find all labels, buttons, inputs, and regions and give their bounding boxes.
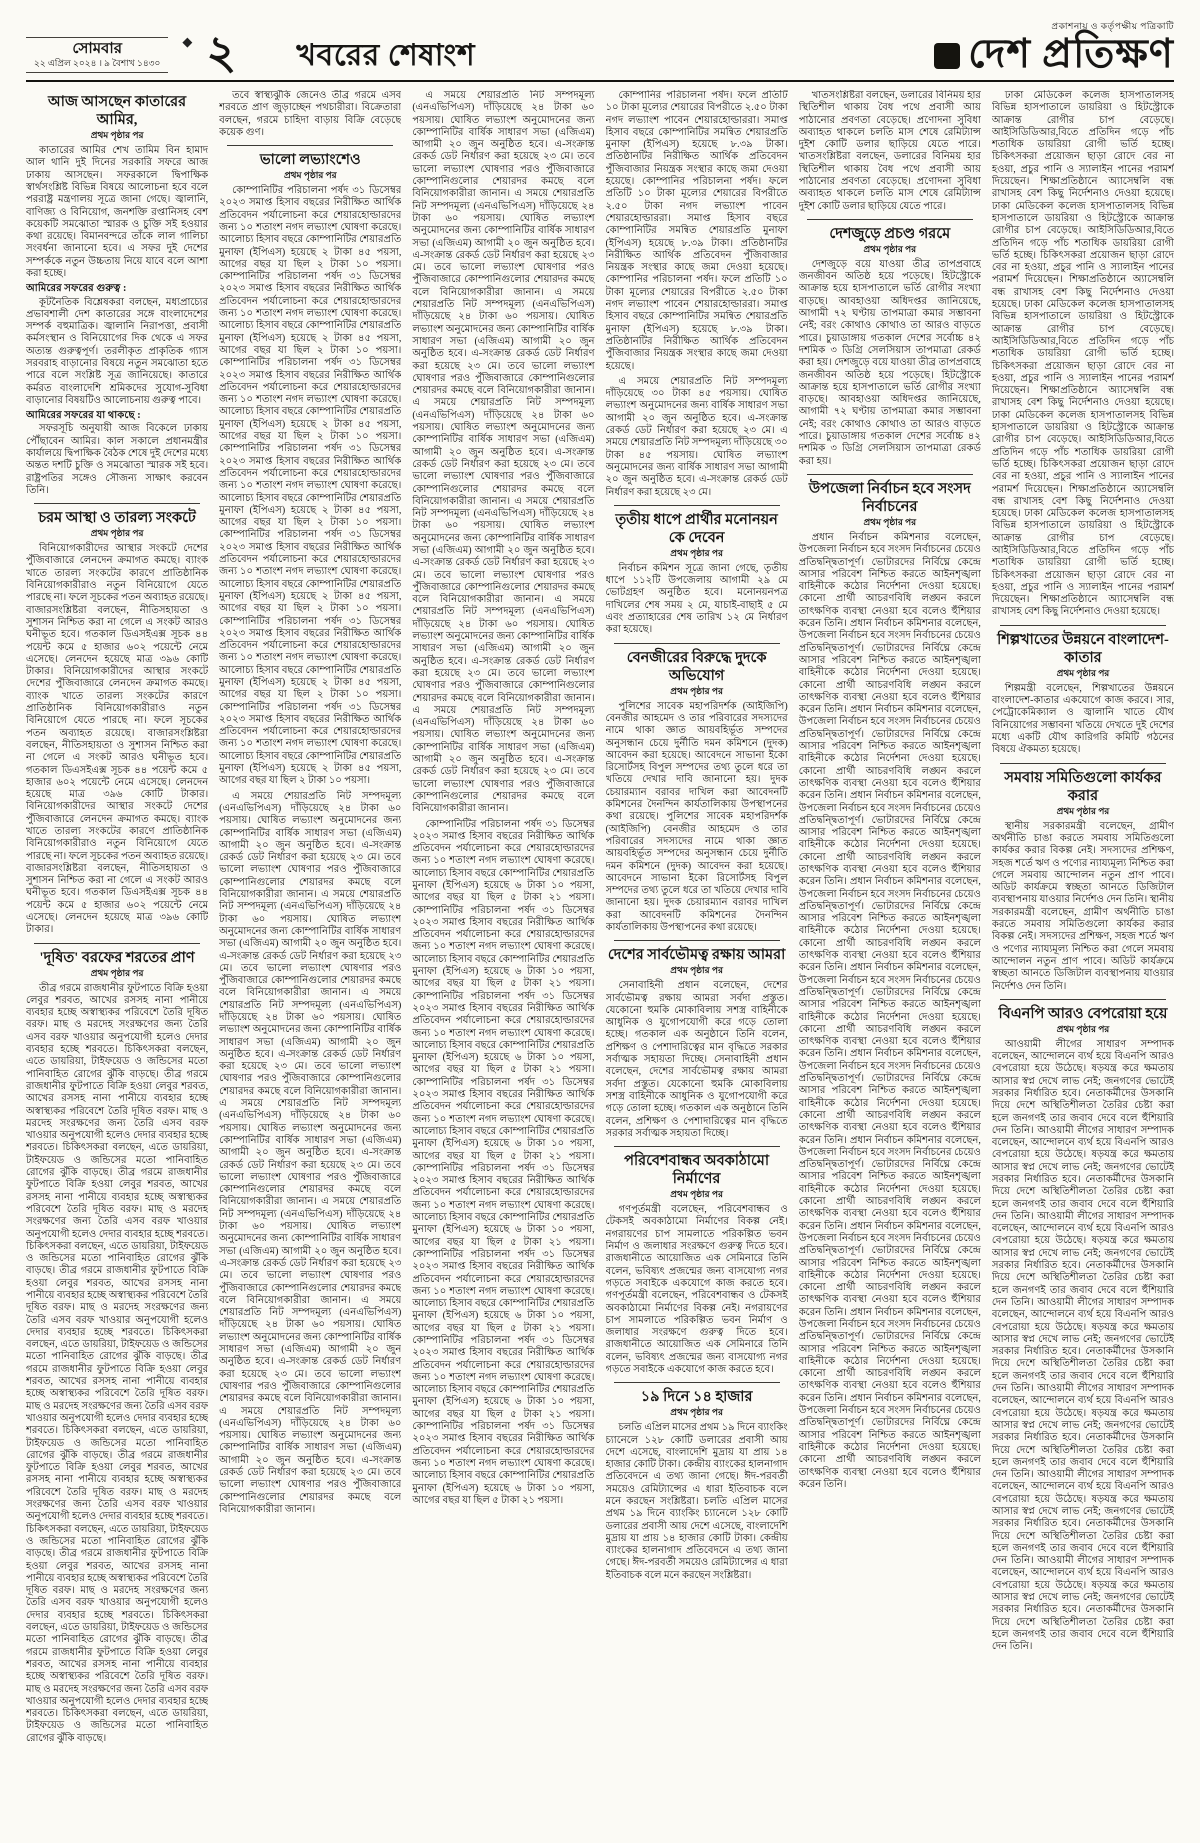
article-body: সফরসূচি অনুযায়ী আজ বিকেলে ঢাকায় পৌঁছাবেন আমির। কাল সকালে প্রধানমন্ত্রীর কার্যালয়ে দ্বিপাক্ষিক বৈঠক শেষে দুই দেশের মধ্যে অন্তত দশটি চুক্তি ও সমঝোতা স্মারক সই হবে। রাষ্ট্রপতির সঙ্গেও সৌজন্য সাক্ষাৎ করবেন তিনি। — [26, 423, 209, 496]
column-5 — [799, 90, 981, 1816]
article-divider — [807, 474, 973, 475]
article-body: তীব্র গরমে রাজধানীর ফুটপাতে বিক্রি হওয়া লেবুর শরবত, আখের রসসহ নানা পানীয়ে ব্যবহার হচ্ছে অস্বাস্থ্যকর পরিবেশে তৈরি দূষিত বরফ। মাছ ও মরদেহ সংরক্ষণের জন্য তৈরি এসব বরফ খাওয়ার অনুপযোগী হলেও দেদার ব্যবহার হচ্ছে শরবতে। চিকিৎসকরা বলছেন, এতে ডায়রিয়া, টাইফয়েড ও জন্ডিসের মতো পানিবাহিত রোগের ঝুঁকি বাড়ছে। তীব্র গরমে রাজধানীর ফুটপাতে বিক্রি হওয়া লেবুর শরবত, আখের রসসহ নানা পানীয়ে ব্যবহার হচ্ছে অস্বাস্থ্যকর পরিবেশে তৈরি দূষিত বরফ। মাছ ও মরদেহ সংরক্ষণের জন্য তৈরি এসব বরফ খাওয়ার অনুপযোগী হলেও দেদার ব্যবহার হচ্ছে শরবতে। চিকিৎসকরা বলছেন, এতে ডায়রিয়া, টাইফয়েড ও জন্ডিসের মতো পানিবাহিত রোগের ঝুঁকি বাড়ছে। তীব্র গরমে রাজধানীর ফুটপাতে বিক্রি হওয়া লেবুর শরবত, আখের রসসহ নানা পানীয়ে ব্যবহার হচ্ছে অস্বাস্থ্যকর পরিবেশে তৈরি দূষিত বরফ। মাছ ও মরদেহ সংরক্ষণের জন্য তৈরি এসব বরফ খাওয়ার অনুপযোগী হলেও দেদার ব্যবহার হচ্ছে শরবতে। চিকিৎসকরা বলছেন, এতে ডায়রিয়া, টাইফয়েড ও জন্ডিসের মতো পানিবাহিত রোগের ঝুঁকি বাড়ছে। তীব্র গরমে রাজধানীর ফুটপাতে বিক্রি হওয়া লেবুর শরবত, আখের রসসহ নানা পানীয়ে ব্যবহার হচ্ছে অস্বাস্থ্যকর পরিবেশে তৈরি দূষিত বরফ। মাছ ও মরদেহ সংরক্ষণের জন্য তৈরি এসব বরফ খাওয়ার অনুপযোগী হলেও দেদার ব্যবহার হচ্ছে শরবতে। চিকিৎসকরা বলছেন, এতে ডায়রিয়া, টাইফয়েড ও জন্ডিসের মতো পানিবাহিত রোগের ঝুঁকি বাড়ছে। তীব্র গরমে রাজধানীর ফুটপাতে বিক্রি হওয়া লেবুর শরবত, আখের রসসহ নানা পানীয়ে ব্যবহার হচ্ছে অস্বাস্থ্যকর পরিবেশে তৈরি দূষিত বরফ। মাছ ও মরদেহ সংরক্ষণের জন্য তৈরি এসব বরফ খাওয়ার অনুপযোগী হলেও দেদার ব্যবহার হচ্ছে শরবতে। চিকিৎসকরা বলছেন, এতে ডায়রিয়া, টাইফয়েড ও জন্ডিসের মতো পানিবাহিত রোগের ঝুঁকি বাড়ছে। তীব্র গরমে রাজধানীর ফুটপাতে বিক্রি হওয়া লেবুর শরবত, আখের রসসহ নানা পানীয়ে ব্যবহার হচ্ছে অস্বাস্থ্যকর পরিবেশে তৈরি দূষিত বরফ। মাছ ও মরদেহ সংরক্ষণের জন্য তৈরি এসব বরফ খাওয়ার অনুপযোগী হলেও দেদার ব্যবহার হচ্ছে শরবতে। চিকিৎসকরা বলছেন, এতে ডায়রিয়া, টাইফয়েড ও জন্ডিসের মতো পানিবাহিত রোগের ঝুঁকি বাড়ছে। তীব্র গরমে রাজধানীর ফুটপাতে বিক্রি হওয়া লেবুর শরবত, আখের রসসহ নানা পানীয়ে ব্যবহার হচ্ছে অস্বাস্থ্যকর পরিবেশে তৈরি দূষিত বরফ। মাছ ও মরদেহ সংরক্ষণের জন্য তৈরি এসব বরফ খাওয়ার অনুপযোগী হলেও দেদার ব্যবহার হচ্ছে শরবতে। চিকিৎসকরা বলছেন, এতে ডায়রিয়া, টাইফয়েড ও জন্ডিসের মতো পানিবাহিত রোগের ঝুঁকি বাড়ছে। তীব্র গরমে রাজধানীর ফুটপাতে বিক্রি হওয়া লেবুর শরবত, আখের রসসহ নানা পানীয়ে ব্যবহার হচ্ছে অস্বাস্থ্যকর পরিবেশে তৈরি দূষিত বরফ। মাছ ও মরদেহ সংরক্ষণের জন্য তৈরি এসব বরফ খাওয়ার অনুপযোগী হলেও দেদার ব্যবহার হচ্ছে শরবতে। চিকিৎসকরা বলছেন, এতে ডায়রিয়া, টাইফয়েড ও জন্ডিসের মতো পানিবাহিত রোগের ঝুঁকি বাড়ছে। — [26, 982, 209, 1744]
article-body: এ সময়ে শেয়ারপ্রতি নিট সম্পদমূল্য দাঁড়িয়েছে ৩০ টাকা ৪৫ পয়সায়। ঘোষিত লভ্যাংশ অনুমোদনের জন্য বার্ষিক সাধারণ সভা আগামী ২০ জুন অনুষ্ঠিত হবে। এ-সংক্রান্ত রেকর্ড ডেট নির্ধারণ করা হয়েছে ২৩ মে। এ সময়ে শেয়ারপ্রতি নিট সম্পদমূল্য দাঁড়িয়েছে ৩০ টাকা ৪৫ পয়সায়। ঘোষিত লভ্যাংশ অনুমোদনের জন্য বার্ষিক সাধারণ সভা আগামী ২০ জুন অনুষ্ঠিত হবে। এ-সংক্রান্ত রেকর্ড ডেট নির্ধারণ করা হয়েছে ২৩ মে। — [605, 375, 788, 498]
article-subhead: আমিরের সফরের যা থাকছে : — [26, 410, 141, 422]
article-headline: চরম আস্থা ও তারল্য সংকটে — [38, 510, 196, 527]
masthead-tagline: প্রকাশনায় ও কর্তৃপক্ষীয় পত্রিকাটি — [1051, 21, 1174, 31]
article-headline: উপজেলা নির্বাচন হবে সংসদ নির্বাচনের — [808, 480, 971, 516]
masthead-title: দেশ প্রতিক্ষণ — [968, 31, 1174, 76]
continued-from-label: প্রথম পৃষ্ঠার পর — [670, 1189, 723, 1200]
article-body: তবে স্বাস্থ্যঝুঁকি জেনেও তীব্র গরমে এসব শরবতে প্রাণ জুড়াচ্ছেন পথচারীরা। বিক্রেতারা বলছেন, গরমে চাহিদা বাড়ায় বিক্রি বেড়েছে কয়েক গুণ। — [219, 90, 402, 138]
column-6 — [992, 90, 1174, 1816]
article-headline: সমবায় সমিতিগুলো কার্যকর করার — [1004, 769, 1162, 804]
continued-from-label: প্রথম পৃষ্ঠার পর — [1056, 805, 1110, 816]
date-block — [26, 37, 168, 73]
article-body: সেনাবাহিনী প্রধান বলেছেন, দেশের সার্বভৌমত্ব রক্ষায় আমরা সর্বদা প্রস্তুত। যেকোনো হুমকি মোকাবিলায় সশস্ত্র বাহিনীকে আধুনিক ও যুগোপযোগী করে গড়ে তোলা হচ্ছে। গতকাল এক অনুষ্ঠানে তিনি বলেন, প্রশিক্ষণ ও পেশাদারিত্বের মান বৃদ্ধিতে সরকার সর্বাত্মক সহায়তা দিচ্ছে। সেনাবাহিনী প্রধান বলেছেন, দেশের সার্বভৌমত্ব রক্ষায় আমরা সর্বদা প্রস্তুত। যেকোনো হুমকি মোকাবিলায় সশস্ত্র বাহিনীকে আধুনিক ও যুগোপযোগী করে গড়ে তোলা হচ্ছে। গতকাল এক অনুষ্ঠানে তিনি বলেন, প্রশিক্ষণ ও পেশাদারিত্বের মান বৃদ্ধিতে সরকার সর্বাত্মক সহায়তা দিচ্ছে। — [605, 980, 788, 1139]
article-headline: ১৯ দিনে ১৪ হাজার — [640, 1389, 753, 1406]
article-body: দেশজুড়ে বয়ে যাওয়া তীব্র তাপপ্রবাহে জনজীবন অতিষ্ঠ হয়ে পড়েছে। হিটস্ট্রোকে আক্রান্ত হয়ে হাসপাতালে ভর্তি রোগীর সংখ্যা বাড়ছে। আবহাওয়া অধিদপ্তর জানিয়েছে, আগামী ৭২ ঘণ্টায় তাপমাত্রা কমার সম্ভাবনা নেই; বরং কোথাও কোথাও তা আরও বাড়তে পারে। চুয়াডাঙ্গায় গতকাল দেশের সর্বোচ্চ ৪২ দশমিক ৩ ডিগ্রি সেলসিয়াস তাপমাত্রা রেকর্ড করা হয়। দেশজুড়ে বয়ে যাওয়া তীব্র তাপপ্রবাহে জনজীবন অতিষ্ঠ হয়ে পড়েছে। হিটস্ট্রোকে আক্রান্ত হয়ে হাসপাতালে ভর্তি রোগীর সংখ্যা বাড়ছে। আবহাওয়া অধিদপ্তর জানিয়েছে, আগামী ৭২ ঘণ্টায় তাপমাত্রা কমার সম্ভাবনা নেই; বরং কোথাও কোথাও তা আরও বাড়তে পারে। চুয়াডাঙ্গায় গতকাল দেশের সর্বোচ্চ ৪২ দশমিক ৩ ডিগ্রি সেলসিয়াস তাপমাত্রা রেকর্ড করা হয়। — [798, 258, 981, 467]
article-body: ঢাকা মেডিকেল কলেজ হাসপাতালসহ বিভিন্ন হাসপাতালে ডায়রিয়া ও হিটস্ট্রোকে আক্রান্ত রোগীর চাপ বেড়েছে। আইসিডিডিআর,বিতে প্রতিদিন গড়ে পাঁচ শতাধিক ডায়রিয়া রোগী ভর্তি হচ্ছে। চিকিৎসকরা প্রয়োজন ছাড়া রোদে বের না হওয়া, প্রচুর পানি ও স্যালাইন পানের পরামর্শ দিয়েছেন। শিক্ষাপ্রতিষ্ঠানে অ্যাসেম্বলি বন্ধ রাখাসহ বেশ কিছু নির্দেশনাও দেওয়া হয়েছে। ঢাকা মেডিকেল কলেজ হাসপাতালসহ বিভিন্ন হাসপাতালে ডায়রিয়া ও হিটস্ট্রোকে আক্রান্ত রোগীর চাপ বেড়েছে। আইসিডিডিআর,বিতে প্রতিদিন গড়ে পাঁচ শতাধিক ডায়রিয়া রোগী ভর্তি হচ্ছে। চিকিৎসকরা প্রয়োজন ছাড়া রোদে বের না হওয়া, প্রচুর পানি ও স্যালাইন পানের পরামর্শ দিয়েছেন। শিক্ষাপ্রতিষ্ঠানে অ্যাসেম্বলি বন্ধ রাখাসহ বেশ কিছু নির্দেশনাও দেওয়া হয়েছে। ঢাকা মেডিকেল কলেজ হাসপাতালসহ বিভিন্ন হাসপাতালে ডায়রিয়া ও হিটস্ট্রোকে আক্রান্ত রোগীর চাপ বেড়েছে। আইসিডিডিআর,বিতে প্রতিদিন গড়ে পাঁচ শতাধিক ডায়রিয়া রোগী ভর্তি হচ্ছে। চিকিৎসকরা প্রয়োজন ছাড়া রোদে বের না হওয়া, প্রচুর পানি ও স্যালাইন পানের পরামর্শ দিয়েছেন। শিক্ষাপ্রতিষ্ঠানে অ্যাসেম্বলি বন্ধ রাখাসহ বেশ কিছু নির্দেশনাও দেওয়া হয়েছে। ঢাকা মেডিকেল কলেজ হাসপাতালসহ বিভিন্ন হাসপাতালে ডায়রিয়া ও হিটস্ট্রোকে আক্রান্ত রোগীর চাপ বেড়েছে। আইসিডিডিআর,বিতে প্রতিদিন গড়ে পাঁচ শতাধিক ডায়রিয়া রোগী ভর্তি হচ্ছে। চিকিৎসকরা প্রয়োজন ছাড়া রোদে বের না হওয়া, প্রচুর পানি ও স্যালাইন পানের পরামর্শ দিয়েছেন। শিক্ষাপ্রতিষ্ঠানে অ্যাসেম্বলি বন্ধ রাখাসহ বেশ কিছু নির্দেশনাও দেওয়া হয়েছে। ঢাকা মেডিকেল কলেজ হাসপাতালসহ বিভিন্ন হাসপাতালে ডায়রিয়া ও হিটস্ট্রোকে আক্রান্ত রোগীর চাপ বেড়েছে। আইসিডিডিআর,বিতে প্রতিদিন গড়ে পাঁচ শতাধিক ডায়রিয়া রোগী ভর্তি হচ্ছে। চিকিৎসকরা প্রয়োজন ছাড়া রোদে বের না হওয়া, প্রচুর পানি ও স্যালাইন পানের পরামর্শ দিয়েছেন। শিক্ষাপ্রতিষ্ঠানে অ্যাসেম্বলি বন্ধ রাখাসহ বেশ কিছু নির্দেশনাও দেওয়া হয়েছে। — [991, 90, 1174, 618]
article-headline: শিল্পখাতের উন্নয়নে বাংলাদেশ-কাতার — [997, 631, 1169, 666]
article-divider — [1000, 763, 1166, 764]
article-divider — [1000, 999, 1166, 1000]
article-body: কোম্পানিটির পরিচালনা পর্ষদ ৩১ ডিসেম্বর ২০২৩ সমাপ্ত হিসাব বছরের নিরীক্ষিত আর্থিক প্রতিবেদন পর্যালোচনা করে শেয়ারহোল্ডারদের জন্য ১০ শতাংশ নগদ লভ্যাংশ ঘোষণা করেছে। আলোচ্য হিসাব বছরে কোম্পানিটির শেয়ারপ্রতি মুনাফা (ইপিএস) হয়েছে ২ টাকা ৪৫ পয়সা, আগের বছর যা ছিল ২ টাকা ১০ পয়সা। কোম্পানিটির পরিচালনা পর্ষদ ৩১ ডিসেম্বর ২০২৩ সমাপ্ত হিসাব বছরের নিরীক্ষিত আর্থিক প্রতিবেদন পর্যালোচনা করে শেয়ারহোল্ডারদের জন্য ১০ শতাংশ নগদ লভ্যাংশ ঘোষণা করেছে। আলোচ্য হিসাব বছরে কোম্পানিটির শেয়ারপ্রতি মুনাফা (ইপিএস) হয়েছে ২ টাকা ৪৫ পয়সা, আগের বছর যা ছিল ২ টাকা ১০ পয়সা। কোম্পানিটির পরিচালনা পর্ষদ ৩১ ডিসেম্বর ২০২৩ সমাপ্ত হিসাব বছরের নিরীক্ষিত আর্থিক প্রতিবেদন পর্যালোচনা করে শেয়ারহোল্ডারদের জন্য ১০ শতাংশ নগদ লভ্যাংশ ঘোষণা করেছে। আলোচ্য হিসাব বছরে কোম্পানিটির শেয়ারপ্রতি মুনাফা (ইপিএস) হয়েছে ২ টাকা ৪৫ পয়সা, আগের বছর যা ছিল ২ টাকা ১০ পয়সা। কোম্পানিটির পরিচালনা পর্ষদ ৩১ ডিসেম্বর ২০২৩ সমাপ্ত হিসাব বছরের নিরীক্ষিত আর্থিক প্রতিবেদন পর্যালোচনা করে শেয়ারহোল্ডারদের জন্য ১০ শতাংশ নগদ লভ্যাংশ ঘোষণা করেছে। আলোচ্য হিসাব বছরে কোম্পানিটির শেয়ারপ্রতি মুনাফা (ইপিএস) হয়েছে ২ টাকা ৪৫ পয়সা, আগের বছর যা ছিল ২ টাকা ১০ পয়সা। কোম্পানিটির পরিচালনা পর্ষদ ৩১ ডিসেম্বর ২০২৩ সমাপ্ত হিসাব বছরের নিরীক্ষিত আর্থিক প্রতিবেদন পর্যালোচনা করে শেয়ারহোল্ডারদের জন্য ১০ শতাংশ নগদ লভ্যাংশ ঘোষণা করেছে। আলোচ্য হিসাব বছরে কোম্পানিটির শেয়ারপ্রতি মুনাফা (ইপিএস) হয়েছে ২ টাকা ৪৫ পয়সা, আগের বছর যা ছিল ২ টাকা ১০ পয়সা। কোম্পানিটির পরিচালনা পর্ষদ ৩১ ডিসেম্বর ২০২৩ সমাপ্ত হিসাব বছরের নিরীক্ষিত আর্থিক প্রতিবেদন পর্যালোচনা করে শেয়ারহোল্ডারদের জন্য ১০ শতাংশ নগদ লভ্যাংশ ঘোষণা করেছে। আলোচ্য হিসাব বছরে কোম্পানিটির শেয়ারপ্রতি মুনাফা (ইপিএস) হয়েছে ২ টাকা ৪৫ পয়সা, আগের বছর যা ছিল ২ টাকা ১০ পয়সা। কোম্পানিটির পরিচালনা পর্ষদ ৩১ ডিসেম্বর ২০২৩ সমাপ্ত হিসাব বছরের নিরীক্ষিত আর্থিক প্রতিবেদন পর্যালোচনা করে শেয়ারহোল্ডারদের জন্য ১০ শতাংশ নগদ লভ্যাংশ ঘোষণা করেছে। আলোচ্য হিসাব বছরে কোম্পানিটির শেয়ারপ্রতি মুনাফা (ইপিএস) হয়েছে ২ টাকা ৪৫ পয়সা, আগের বছর যা ছিল ২ টাকা ১০ পয়সা। — [219, 185, 402, 787]
article-body: স্থানীয় সরকারমন্ত্রী বলেছেন, গ্রামীণ অর্থনীতি চাঙা করতে সমবায় সমিতিগুলো কার্যকর করার বিকল্প নেই। সদস্যদের প্রশিক্ষণ, সহজ শর্তে ঋণ ও পণ্যের ন্যায্যমূল্য নিশ্চিত করা গেলে সমবায় আন্দোলন নতুন প্রাণ পাবে। অডিট কার্যক্রমে স্বচ্ছতা আনতে ডিজিটাল ব্যবস্থাপনায় যাওয়ার নির্দেশও দেন তিনি। স্থানীয় সরকারমন্ত্রী বলেছেন, গ্রামীণ অর্থনীতি চাঙা করতে সমবায় সমিতিগুলো কার্যকর করার বিকল্প নেই। সদস্যদের প্রশিক্ষণ, সহজ শর্তে ঋণ ও পণ্যের ন্যায্যমূল্য নিশ্চিত করা গেলে সমবায় আন্দোলন নতুন প্রাণ পাবে। অডিট কার্যক্রমে স্বচ্ছতা আনতে ডিজিটাল ব্যবস্থাপনায় যাওয়ার নির্দেশও দেন তিনি। — [991, 820, 1174, 992]
article-subhead: আমিরের সফরের গুরুত্ব : — [26, 283, 127, 295]
article-body: পুলিশের সাবেক মহাপরিদর্শক (আইজিপি) বেনজীর আহমেদ ও তার পরিবারের সদস্যদের নামে থাকা জ্ঞাত আয়বহির্ভূত সম্পদের অনুসন্ধান চেয়ে দুর্নীতি দমন কমিশনে (দুদক) আবেদন করা হয়েছে। আবেদনে সাভানা ইকো রিসোর্টসহ বিপুল সম্পদের তথ্য তুলে ধরে তা খতিয়ে দেখার দাবি জানানো হয়। দুদক চেয়ারম্যান বরাবর দাখিল করা আবেদনটি কমিশনের দৈনন্দিন কার্যতালিকায় উপস্থাপনের কথা রয়েছে। পুলিশের সাবেক মহাপরিদর্শক (আইজিপি) বেনজীর আহমেদ ও তার পরিবারের সদস্যদের নামে থাকা জ্ঞাত আয়বহির্ভূত সম্পদের অনুসন্ধান চেয়ে দুর্নীতি দমন কমিশনে (দুদক) আবেদন করা হয়েছে। আবেদনে সাভানা ইকো রিসোর্টসহ বিপুল সম্পদের তথ্য তুলে ধরে তা খতিয়ে দেখার দাবি জানানো হয়। দুদক চেয়ারম্যান বরাবর দাখিল করা আবেদনটি কমিশনের দৈনন্দিন কার্যতালিকায় উপস্থাপনের কথা রয়েছে। — [605, 700, 788, 934]
article-divider — [227, 145, 393, 146]
article-headline: দেশজুড়ে প্রচণ্ড গরমে — [829, 225, 951, 242]
article-divider — [614, 940, 780, 941]
column-1 — [26, 90, 208, 1816]
article-headline: বেনজীরের বিরুদ্ধে দুদকে অভিযোগ — [626, 649, 767, 684]
article-divider — [34, 943, 200, 944]
article-body: বিনিয়োগকারীদের আস্থার সংকটে দেশের পুঁজিবাজারে লেনদেন ক্রমাগত কমছে। ব্যাংক খাতে তারল্য সংকটের কারণে প্রাতিষ্ঠানিক বিনিয়োগকারীরাও নতুন বিনিয়োগে যেতে পারছে না। ফলে সূচকের পতন অব্যাহত রয়েছে। বাজারসংশ্লিষ্টরা বলছেন, নীতিসহায়তা ও সুশাসন নিশ্চিত করা না গেলে এ সংকট আরও ঘনীভূত হবে। গতকাল ডিএসইএক্স সূচক ৪৪ পয়েন্ট কমে ৫ হাজার ৬০২ পয়েন্টে নেমে এসেছে। লেনদেন হয়েছে মাত্র ৩৯৬ কোটি টাকার। বিনিয়োগকারীদের আস্থার সংকটে দেশের পুঁজিবাজারে লেনদেন ক্রমাগত কমছে। ব্যাংক খাতে তারল্য সংকটের কারণে প্রাতিষ্ঠানিক বিনিয়োগকারীরাও নতুন বিনিয়োগে যেতে পারছে না। ফলে সূচকের পতন অব্যাহত রয়েছে। বাজারসংশ্লিষ্টরা বলছেন, নীতিসহায়তা ও সুশাসন নিশ্চিত করা না গেলে এ সংকট আরও ঘনীভূত হবে। গতকাল ডিএসইএক্স সূচক ৪৪ পয়েন্ট কমে ৫ হাজার ৬০২ পয়েন্টে নেমে এসেছে। লেনদেন হয়েছে মাত্র ৩৯৬ কোটি টাকার। বিনিয়োগকারীদের আস্থার সংকটে দেশের পুঁজিবাজারে লেনদেন ক্রমাগত কমছে। ব্যাংক খাতে তারল্য সংকটের কারণে প্রাতিষ্ঠানিক বিনিয়োগকারীরাও নতুন বিনিয়োগে যেতে পারছে না। ফলে সূচকের পতন অব্যাহত রয়েছে। বাজারসংশ্লিষ্টরা বলছেন, নীতিসহায়তা ও সুশাসন নিশ্চিত করা না গেলে এ সংকট আরও ঘনীভূত হবে। গতকাল ডিএসইএক্স সূচক ৪৪ পয়েন্ট কমে ৫ হাজার ৬০২ পয়েন্টে নেমে এসেছে। লেনদেন হয়েছে মাত্র ৩৯৬ কোটি টাকার। — [26, 543, 209, 936]
ornament-icon: ◆ — [182, 33, 193, 49]
continued-from-label: প্রথম পৃষ্ঠার পর — [1056, 1023, 1110, 1034]
continued-from-label: প্রথম পৃষ্ঠার পর — [670, 548, 723, 559]
article-body: কাতারের আমির শেখ তামিম বিন হামাদ আল থানি দুই দিনের সরকারি সফরে আজ ঢাকায় আসছেন। সফরকালে দ্বিপাক্ষিক স্বার্থসংশ্লিষ্ট বিভিন্ন বিষয়ে আলোচনা হবে বলে পররাষ্ট্র মন্ত্রণালয় সূত্রে জানা গেছে। জ্বালানি, বাণিজ্য ও বিনিয়োগ, জনশক্তি রপ্তানিসহ বেশ কয়েকটি সমঝোতা স্মারক ও চুক্তি সই হওয়ার কথা রয়েছে। বিমানবন্দরে তাঁকে লাল গালিচা সংবর্ধনা জানানো হবে। এ সফর দুই দেশের সম্পর্ককে নতুন উচ্চতায় নিয়ে যাবে বলে আশা করা হচ্ছে। — [26, 145, 209, 280]
article-body: আওয়ামী লীগের সাধারণ সম্পাদক বলেছেন, আন্দোলনে ব্যর্থ হয়ে বিএনপি আরও বেপরোয়া হয়ে উঠেছে। ষড়যন্ত্র করে ক্ষমতায় আসার স্বপ্ন দেখে লাভ নেই; জনগণের ভোটেই সরকার নির্ধারিত হবে। নেতাকর্মীদের উসকানি দিয়ে দেশে অস্থিতিশীলতা তৈরির চেষ্টা করা হলে জনগণই তার জবাব দেবে বলে হুঁশিয়ারি দেন তিনি। আওয়ামী লীগের সাধারণ সম্পাদক বলেছেন, আন্দোলনে ব্যর্থ হয়ে বিএনপি আরও বেপরোয়া হয়ে উঠেছে। ষড়যন্ত্র করে ক্ষমতায় আসার স্বপ্ন দেখে লাভ নেই; জনগণের ভোটেই সরকার নির্ধারিত হবে। নেতাকর্মীদের উসকানি দিয়ে দেশে অস্থিতিশীলতা তৈরির চেষ্টা করা হলে জনগণই তার জবাব দেবে বলে হুঁশিয়ারি দেন তিনি। আওয়ামী লীগের সাধারণ সম্পাদক বলেছেন, আন্দোলনে ব্যর্থ হয়ে বিএনপি আরও বেপরোয়া হয়ে উঠেছে। ষড়যন্ত্র করে ক্ষমতায় আসার স্বপ্ন দেখে লাভ নেই; জনগণের ভোটেই সরকার নির্ধারিত হবে। নেতাকর্মীদের উসকানি দিয়ে দেশে অস্থিতিশীলতা তৈরির চেষ্টা করা হলে জনগণই তার জবাব দেবে বলে হুঁশিয়ারি দেন তিনি। আওয়ামী লীগের সাধারণ সম্পাদক বলেছেন, আন্দোলনে ব্যর্থ হয়ে বিএনপি আরও বেপরোয়া হয়ে উঠেছে। ষড়যন্ত্র করে ক্ষমতায় আসার স্বপ্ন দেখে লাভ নেই; জনগণের ভোটেই সরকার নির্ধারিত হবে। নেতাকর্মীদের উসকানি দিয়ে দেশে অস্থিতিশীলতা তৈরির চেষ্টা করা হলে জনগণই তার জবাব দেবে বলে হুঁশিয়ারি দেন তিনি। আওয়ামী লীগের সাধারণ সম্পাদক বলেছেন, আন্দোলনে ব্যর্থ হয়ে বিএনপি আরও বেপরোয়া হয়ে উঠেছে। ষড়যন্ত্র করে ক্ষমতায় আসার স্বপ্ন দেখে লাভ নেই; জনগণের ভোটেই সরকার নির্ধারিত হবে। নেতাকর্মীদের উসকানি দিয়ে দেশে অস্থিতিশীলতা তৈরির চেষ্টা করা হলে জনগণই তার জবাব দেবে বলে হুঁশিয়ারি দেন তিনি। আওয়ামী লীগের সাধারণ সম্পাদক বলেছেন, আন্দোলনে ব্যর্থ হয়ে বিএনপি আরও বেপরোয়া হয়ে উঠেছে। ষড়যন্ত্র করে ক্ষমতায় আসার স্বপ্ন দেখে লাভ নেই; জনগণের ভোটেই সরকার নির্ধারিত হবে। নেতাকর্মীদের উসকানি দিয়ে দেশে অস্থিতিশীলতা তৈরির চেষ্টা করা হলে জনগণই তার জবাব দেবে বলে হুঁশিয়ারি দেন তিনি। আওয়ামী লীগের সাধারণ সম্পাদক বলেছেন, আন্দোলনে ব্যর্থ হয়ে বিএনপি আরও বেপরোয়া হয়ে উঠেছে। ষড়যন্ত্র করে ক্ষমতায় আসার স্বপ্ন দেখে লাভ নেই; জনগণের ভোটেই সরকার নির্ধারিত হবে। নেতাকর্মীদের উসকানি দিয়ে দেশে অস্থিতিশীলতা তৈরির চেষ্টা করা হলে জনগণই তার জবাব দেবে বলে হুঁশিয়ারি দেন তিনি। — [991, 1038, 1174, 1653]
page-number: ২ — [206, 26, 237, 78]
continued-from-label: প্রথম পৃষ্ঠার পর — [863, 244, 917, 255]
continued-from-label: প্রথম পৃষ্ঠার পর — [670, 1407, 723, 1418]
article-body: এ সময়ে শেয়ারপ্রতি নিট সম্পদমূল্য (এনএভিপিএস) দাঁড়িয়েছে ২৪ টাকা ৬০ পয়সায়। ঘোষিত লভ্যাংশ অনুমোদনের জন্য কোম্পানিটির বার্ষিক সাধারণ সভা (এজিএম) আগামী ২০ জুন অনুষ্ঠিত হবে। এ-সংক্রান্ত রেকর্ড ডেট নির্ধারণ করা হয়েছে ২৩ মে। তবে ভালো লভ্যাংশ ঘোষণার পরও পুঁজিবাজারে কোম্পানিগুলোর শেয়ারদর কমছে বলে বিনিয়োগকারীরা জানান। এ সময়ে শেয়ারপ্রতি নিট সম্পদমূল্য (এনএভিপিএস) দাঁড়িয়েছে ২৪ টাকা ৬০ পয়সায়। ঘোষিত লভ্যাংশ অনুমোদনের জন্য কোম্পানিটির বার্ষিক সাধারণ সভা (এজিএম) আগামী ২০ জুন অনুষ্ঠিত হবে। এ-সংক্রান্ত রেকর্ড ডেট নির্ধারণ করা হয়েছে ২৩ মে। তবে ভালো লভ্যাংশ ঘোষণার পরও পুঁজিবাজারে কোম্পানিগুলোর শেয়ারদর কমছে বলে বিনিয়োগকারীরা জানান। এ সময়ে শেয়ারপ্রতি নিট সম্পদমূল্য (এনএভিপিএস) দাঁড়িয়েছে ২৪ টাকা ৬০ পয়সায়। ঘোষিত লভ্যাংশ অনুমোদনের জন্য কোম্পানিটির বার্ষিক সাধারণ সভা (এজিএম) আগামী ২০ জুন অনুষ্ঠিত হবে। এ-সংক্রান্ত রেকর্ড ডেট নির্ধারণ করা হয়েছে ২৩ মে। তবে ভালো লভ্যাংশ ঘোষণার পরও পুঁজিবাজারে কোম্পানিগুলোর শেয়ারদর কমছে বলে বিনিয়োগকারীরা জানান। এ সময়ে শেয়ারপ্রতি নিট সম্পদমূল্য (এনএভিপিএস) দাঁড়িয়েছে ২৪ টাকা ৬০ পয়সায়। ঘোষিত লভ্যাংশ অনুমোদনের জন্য কোম্পানিটির বার্ষিক সাধারণ সভা (এজিএম) আগামী ২০ জুন অনুষ্ঠিত হবে। এ-সংক্রান্ত রেকর্ড ডেট নির্ধারণ করা হয়েছে ২৩ মে। তবে ভালো লভ্যাংশ ঘোষণার পরও পুঁজিবাজারে কোম্পানিগুলোর শেয়ারদর কমছে বলে বিনিয়োগকারীরা জানান। এ সময়ে শেয়ারপ্রতি নিট সম্পদমূল্য (এনএভিপিএস) দাঁড়িয়েছে ২৪ টাকা ৬০ পয়সায়। ঘোষিত লভ্যাংশ অনুমোদনের জন্য কোম্পানিটির বার্ষিক সাধারণ সভা (এজিএম) আগামী ২০ জুন অনুষ্ঠিত হবে। এ-সংক্রান্ত রেকর্ড ডেট নির্ধারণ করা হয়েছে ২৩ মে। তবে ভালো লভ্যাংশ ঘোষণার পরও পুঁজিবাজারে কোম্পানিগুলোর শেয়ারদর কমছে বলে বিনিয়োগকারীরা জানান। এ সময়ে শেয়ারপ্রতি নিট সম্পদমূল্য (এনএভিপিএস) দাঁড়িয়েছে ২৪ টাকা ৬০ পয়সায়। ঘোষিত লভ্যাংশ অনুমোদনের জন্য কোম্পানিটির বার্ষিক সাধারণ সভা (এজিএম) আগামী ২০ জুন অনুষ্ঠিত হবে। এ-সংক্রান্ত রেকর্ড ডেট নির্ধারণ করা হয়েছে ২৩ মে। তবে ভালো লভ্যাংশ ঘোষণার পরও পুঁজিবাজারে কোম্পানিগুলোর শেয়ারদর কমছে বলে বিনিয়োগকারীরা জানান। এ সময়ে শেয়ারপ্রতি নিট সম্পদমূল্য (এনএভিপিএস) দাঁড়িয়েছে ২৪ টাকা ৬০ পয়সায়। ঘোষিত লভ্যাংশ অনুমোদনের জন্য কোম্পানিটির বার্ষিক সাধারণ সভা (এজিএম) আগামী ২০ জুন অনুষ্ঠিত হবে। এ-সংক্রান্ত রেকর্ড ডেট নির্ধারণ করা হয়েছে ২৩ মে। তবে ভালো লভ্যাংশ ঘোষণার পরও পুঁজিবাজারে কোম্পানিগুলোর শেয়ারদর কমছে বলে বিনিয়োগকারীরা জানান। — [219, 790, 402, 1515]
article-divider — [34, 503, 200, 504]
article-body: এ সময়ে শেয়ারপ্রতি নিট সম্পদমূল্য (এনএভিপিএস) দাঁড়িয়েছে ২৪ টাকা ৬০ পয়সায়। ঘোষিত লভ্যাংশ অনুমোদনের জন্য কোম্পানিটির বার্ষিক সাধারণ সভা (এজিএম) আগামী ২০ জুন অনুষ্ঠিত হবে। এ-সংক্রান্ত রেকর্ড ডেট নির্ধারণ করা হয়েছে ২৩ মে। তবে ভালো লভ্যাংশ ঘোষণার পরও পুঁজিবাজারে কোম্পানিগুলোর শেয়ারদর কমছে বলে বিনিয়োগকারীরা জানান। এ সময়ে শেয়ারপ্রতি নিট সম্পদমূল্য (এনএভিপিএস) দাঁড়িয়েছে ২৪ টাকা ৬০ পয়সায়। ঘোষিত লভ্যাংশ অনুমোদনের জন্য কোম্পানিটির বার্ষিক সাধারণ সভা (এজিএম) আগামী ২০ জুন অনুষ্ঠিত হবে। এ-সংক্রান্ত রেকর্ড ডেট নির্ধারণ করা হয়েছে ২৩ মে। তবে ভালো লভ্যাংশ ঘোষণার পরও পুঁজিবাজারে কোম্পানিগুলোর শেয়ারদর কমছে বলে বিনিয়োগকারীরা জানান। এ সময়ে শেয়ারপ্রতি নিট সম্পদমূল্য (এনএভিপিএস) দাঁড়িয়েছে ২৪ টাকা ৬০ পয়সায়। ঘোষিত লভ্যাংশ অনুমোদনের জন্য কোম্পানিটির বার্ষিক সাধারণ সভা (এজিএম) আগামী ২০ জুন অনুষ্ঠিত হবে। এ-সংক্রান্ত রেকর্ড ডেট নির্ধারণ করা হয়েছে ২৩ মে। তবে ভালো লভ্যাংশ ঘোষণার পরও পুঁজিবাজারে কোম্পানিগুলোর শেয়ারদর কমছে বলে বিনিয়োগকারীরা জানান। এ সময়ে শেয়ারপ্রতি নিট সম্পদমূল্য (এনএভিপিএস) দাঁড়িয়েছে ২৪ টাকা ৬০ পয়সায়। ঘোষিত লভ্যাংশ অনুমোদনের জন্য কোম্পানিটির বার্ষিক সাধারণ সভা (এজিএম) আগামী ২০ জুন অনুষ্ঠিত হবে। এ-সংক্রান্ত রেকর্ড ডেট নির্ধারণ করা হয়েছে ২৩ মে। তবে ভালো লভ্যাংশ ঘোষণার পরও পুঁজিবাজারে কোম্পানিগুলোর শেয়ারদর কমছে বলে বিনিয়োগকারীরা জানান। এ সময়ে শেয়ারপ্রতি নিট সম্পদমূল্য (এনএভিপিএস) দাঁড়িয়েছে ২৪ টাকা ৬০ পয়সায়। ঘোষিত লভ্যাংশ অনুমোদনের জন্য কোম্পানিটির বার্ষিক সাধারণ সভা (এজিএম) আগামী ২০ জুন অনুষ্ঠিত হবে। এ-সংক্রান্ত রেকর্ড ডেট নির্ধারণ করা হয়েছে ২৩ মে। তবে ভালো লভ্যাংশ ঘোষণার পরও পুঁজিবাজারে কোম্পানিগুলোর শেয়ারদর কমছে বলে বিনিয়োগকারীরা জানান। এ সময়ে শেয়ারপ্রতি নিট সম্পদমূল্য (এনএভিপিএস) দাঁড়িয়েছে ২৪ টাকা ৬০ পয়সায়। ঘোষিত লভ্যাংশ অনুমোদনের জন্য কোম্পানিটির বার্ষিক সাধারণ সভা (এজিএম) আগামী ২০ জুন অনুষ্ঠিত হবে। এ-সংক্রান্ত রেকর্ড ডেট নির্ধারণ করা হয়েছে ২৩ মে। তবে ভালো লভ্যাংশ ঘোষণার পরও পুঁজিবাজারে কোম্পানিগুলোর শেয়ারদর কমছে বলে বিনিয়োগকারীরা জানান। এ সময়ে শেয়ারপ্রতি নিট সম্পদমূল্য (এনএভিপিএস) দাঁড়িয়েছে ২৪ টাকা ৬০ পয়সায়। ঘোষিত লভ্যাংশ অনুমোদনের জন্য কোম্পানিটির বার্ষিক সাধারণ সভা (এজিএম) আগামী ২০ জুন অনুষ্ঠিত হবে। এ-সংক্রান্ত রেকর্ড ডেট নির্ধারণ করা হয়েছে ২৩ মে। তবে ভালো লভ্যাংশ ঘোষণার পরও পুঁজিবাজারে কোম্পানিগুলোর শেয়ারদর কমছে বলে বিনিয়োগকারীরা জানান। — [412, 90, 595, 815]
article-body: কোম্পানিটির পরিচালনা পর্ষদ ৩১ ডিসেম্বর ২০২৩ সমাপ্ত হিসাব বছরের নিরীক্ষিত আর্থিক প্রতিবেদন পর্যালোচনা করে শেয়ারহোল্ডারদের জন্য ১০ শতাংশ নগদ লভ্যাংশ ঘোষণা করেছে। আলোচ্য হিসাব বছরে কোম্পানিটির শেয়ারপ্রতি মুনাফা (ইপিএস) হয়েছে ৬ টাকা ১০ পয়সা, আগের বছর যা ছিল ৫ টাকা ২১ পয়সা। কোম্পানিটির পরিচালনা পর্ষদ ৩১ ডিসেম্বর ২০২৩ সমাপ্ত হিসাব বছরের নিরীক্ষিত আর্থিক প্রতিবেদন পর্যালোচনা করে শেয়ারহোল্ডারদের জন্য ১০ শতাংশ নগদ লভ্যাংশ ঘোষণা করেছে। আলোচ্য হিসাব বছরে কোম্পানিটির শেয়ারপ্রতি মুনাফা (ইপিএস) হয়েছে ৬ টাকা ১০ পয়সা, আগের বছর যা ছিল ৫ টাকা ২১ পয়সা। কোম্পানিটির পরিচালনা পর্ষদ ৩১ ডিসেম্বর ২০২৩ সমাপ্ত হিসাব বছরের নিরীক্ষিত আর্থিক প্রতিবেদন পর্যালোচনা করে শেয়ারহোল্ডারদের জন্য ১০ শতাংশ নগদ লভ্যাংশ ঘোষণা করেছে। আলোচ্য হিসাব বছরে কোম্পানিটির শেয়ারপ্রতি মুনাফা (ইপিএস) হয়েছে ৬ টাকা ১০ পয়সা, আগের বছর যা ছিল ৫ টাকা ২১ পয়সা। কোম্পানিটির পরিচালনা পর্ষদ ৩১ ডিসেম্বর ২০২৩ সমাপ্ত হিসাব বছরের নিরীক্ষিত আর্থিক প্রতিবেদন পর্যালোচনা করে শেয়ারহোল্ডারদের জন্য ১০ শতাংশ নগদ লভ্যাংশ ঘোষণা করেছে। আলোচ্য হিসাব বছরে কোম্পানিটির শেয়ারপ্রতি মুনাফা (ইপিএস) হয়েছে ৬ টাকা ১০ পয়সা, আগের বছর যা ছিল ৫ টাকা ২১ পয়সা। কোম্পানিটির পরিচালনা পর্ষদ ৩১ ডিসেম্বর ২০২৩ সমাপ্ত হিসাব বছরের নিরীক্ষিত আর্থিক প্রতিবেদন পর্যালোচনা করে শেয়ারহোল্ডারদের জন্য ১০ শতাংশ নগদ লভ্যাংশ ঘোষণা করেছে। আলোচ্য হিসাব বছরে কোম্পানিটির শেয়ারপ্রতি মুনাফা (ইপিএস) হয়েছে ৬ টাকা ১০ পয়সা, আগের বছর যা ছিল ৫ টাকা ২১ পয়সা। কোম্পানিটির পরিচালনা পর্ষদ ৩১ ডিসেম্বর ২০২৩ সমাপ্ত হিসাব বছরের নিরীক্ষিত আর্থিক প্রতিবেদন পর্যালোচনা করে শেয়ারহোল্ডারদের জন্য ১০ শতাংশ নগদ লভ্যাংশ ঘোষণা করেছে। আলোচ্য হিসাব বছরে কোম্পানিটির শেয়ারপ্রতি মুনাফা (ইপিএস) হয়েছে ৬ টাকা ১০ পয়সা, আগের বছর যা ছিল ৫ টাকা ২১ পয়সা। কোম্পানিটির পরিচালনা পর্ষদ ৩১ ডিসেম্বর ২০২৩ সমাপ্ত হিসাব বছরের নিরীক্ষিত আর্থিক প্রতিবেদন পর্যালোচনা করে শেয়ারহোল্ডারদের জন্য ১০ শতাংশ নগদ লভ্যাংশ ঘোষণা করেছে। আলোচ্য হিসাব বছরে কোম্পানিটির শেয়ারপ্রতি মুনাফা (ইপিএস) হয়েছে ৬ টাকা ১০ পয়সা, আগের বছর যা ছিল ৫ টাকা ২১ পয়সা। কোম্পানিটির পরিচালনা পর্ষদ ৩১ ডিসেম্বর ২০২৩ সমাপ্ত হিসাব বছরের নিরীক্ষিত আর্থিক প্রতিবেদন পর্যালোচনা করে শেয়ারহোল্ডারদের জন্য ১০ শতাংশ নগদ লভ্যাংশ ঘোষণা করেছে। আলোচ্য হিসাব বছরে কোম্পানিটির শেয়ারপ্রতি মুনাফা (ইপিএস) হয়েছে ৬ টাকা ১০ পয়সা, আগের বছর যা ছিল ৫ টাকা ২১ পয়সা। — [412, 818, 595, 1506]
masthead-block — [934, 19, 1174, 76]
weekday-label: সোমবার — [72, 41, 122, 58]
masthead-text — [968, 19, 1174, 76]
article-divider — [614, 643, 780, 644]
article-body: শিল্পমন্ত্রী বলেছেন, শিল্পখাতের উন্নয়নে বাংলাদেশ-কাতার একযোগে কাজ করবে। সার, পেট্রোকেমিক্যাল ও জ্বালানি খাতে যৌথ বিনিয়োগের সম্ভাবনা খতিয়ে দেখতে দুই দেশের মধ্যে একটি যৌথ কারিগরি কমিটি গঠনের বিষয়ে ঐকমত্য হয়েছে। — [991, 682, 1174, 756]
continued-from-label: প্রথম পৃষ্ঠার পর — [90, 967, 144, 978]
article-divider — [1000, 625, 1166, 626]
column-2 — [219, 90, 401, 1816]
column-3 — [412, 90, 594, 1816]
article-body: নির্বাচন কমিশন সূত্রে জানা গেছে, তৃতীয় ধাপে ১১২টি উপজেলায় আগামী ২৯ মে ভোটগ্রহণ অনুষ্ঠিত হবে। মনোনয়নপত্র দাখিলের শেষ সময় ২ মে, যাচাই-বাছাই ৫ মে এবং প্রত্যাহারের শেষ তারিখ ১২ মে নির্ধারণ করা হয়েছে। — [605, 562, 788, 636]
continued-from-label: প্রথম পৃষ্ঠার পর — [90, 130, 144, 141]
article-headline: আজ আসছেন কাতারের আমির, — [48, 94, 187, 129]
article-headline: বিএনপি আরও বেপরোয়া হয়ে — [998, 1005, 1168, 1022]
continued-from-label: প্রথম পৃষ্ঠার পর — [863, 517, 917, 528]
continued-from-label: প্রথম পৃষ্ঠার পর — [670, 965, 723, 976]
article-body: কোম্পানির পরিচালনা পর্ষদ। ফলে প্রতিটি ১০ টাকা মূল্যের শেয়ারের বিপরীতে ২.৫০ টাকা নগদ লভ্যাংশ পাবেন শেয়ারহোল্ডাররা। সমাপ্ত হিসাব বছরে কোম্পানিটির সমন্বিত শেয়ারপ্রতি মুনাফা (ইপিএস) হয়েছে ৮.৩৯ টাকা। প্রতিষ্ঠানটির নিরীক্ষিত আর্থিক প্রতিবেদন পুঁজিবাজার নিয়ন্ত্রক সংস্থার কাছে জমা দেওয়া হয়েছে। কোম্পানির পরিচালনা পর্ষদ। ফলে প্রতিটি ১০ টাকা মূল্যের শেয়ারের বিপরীতে ২.৫০ টাকা নগদ লভ্যাংশ পাবেন শেয়ারহোল্ডাররা। সমাপ্ত হিসাব বছরে কোম্পানিটির সমন্বিত শেয়ারপ্রতি মুনাফা (ইপিএস) হয়েছে ৮.৩৯ টাকা। প্রতিষ্ঠানটির নিরীক্ষিত আর্থিক প্রতিবেদন পুঁজিবাজার নিয়ন্ত্রক সংস্থার কাছে জমা দেওয়া হয়েছে। কোম্পানির পরিচালনা পর্ষদ। ফলে প্রতিটি ১০ টাকা মূল্যের শেয়ারের বিপরীতে ২.৫০ টাকা নগদ লভ্যাংশ পাবেন শেয়ারহোল্ডাররা। সমাপ্ত হিসাব বছরে কোম্পানিটির সমন্বিত শেয়ারপ্রতি মুনাফা (ইপিএস) হয়েছে ৮.৩৯ টাকা। প্রতিষ্ঠানটির নিরীক্ষিত আর্থিক প্রতিবেদন পুঁজিবাজার নিয়ন্ত্রক সংস্থার কাছে জমা দেওয়া হয়েছে। — [605, 90, 788, 372]
article-divider — [614, 1146, 780, 1147]
article-body: প্রধান নির্বাচন কমিশনার বলেছেন, উপজেলা নির্বাচন হবে সংসদ নির্বাচনের চেয়েও প্রতিদ্বন্দ্বিতাপূর্ণ। ভোটারদের নির্বিঘ্নে কেন্দ্রে আসার পরিবেশ নিশ্চিত করতে আইনশৃঙ্খলা বাহিনীকে কঠোর নির্দেশনা দেওয়া হয়েছে। কোনো প্রার্থী আচরণবিধি লঙ্ঘন করলে তাৎক্ষণিক ব্যবস্থা নেওয়া হবে বলেও হুঁশিয়ার করেন তিনি। প্রধান নির্বাচন কমিশনার বলেছেন, উপজেলা নির্বাচন হবে সংসদ নির্বাচনের চেয়েও প্রতিদ্বন্দ্বিতাপূর্ণ। ভোটারদের নির্বিঘ্নে কেন্দ্রে আসার পরিবেশ নিশ্চিত করতে আইনশৃঙ্খলা বাহিনীকে কঠোর নির্দেশনা দেওয়া হয়েছে। কোনো প্রার্থী আচরণবিধি লঙ্ঘন করলে তাৎক্ষণিক ব্যবস্থা নেওয়া হবে বলেও হুঁশিয়ার করেন তিনি। প্রধান নির্বাচন কমিশনার বলেছেন, উপজেলা নির্বাচন হবে সংসদ নির্বাচনের চেয়েও প্রতিদ্বন্দ্বিতাপূর্ণ। ভোটারদের নির্বিঘ্নে কেন্দ্রে আসার পরিবেশ নিশ্চিত করতে আইনশৃঙ্খলা বাহিনীকে কঠোর নির্দেশনা দেওয়া হয়েছে। কোনো প্রার্থী আচরণবিধি লঙ্ঘন করলে তাৎক্ষণিক ব্যবস্থা নেওয়া হবে বলেও হুঁশিয়ার করেন তিনি। প্রধান নির্বাচন কমিশনার বলেছেন, উপজেলা নির্বাচন হবে সংসদ নির্বাচনের চেয়েও প্রতিদ্বন্দ্বিতাপূর্ণ। ভোটারদের নির্বিঘ্নে কেন্দ্রে আসার পরিবেশ নিশ্চিত করতে আইনশৃঙ্খলা বাহিনীকে কঠোর নির্দেশনা দেওয়া হয়েছে। কোনো প্রার্থী আচরণবিধি লঙ্ঘন করলে তাৎক্ষণিক ব্যবস্থা নেওয়া হবে বলেও হুঁশিয়ার করেন তিনি। প্রধান নির্বাচন কমিশনার বলেছেন, উপজেলা নির্বাচন হবে সংসদ নির্বাচনের চেয়েও প্রতিদ্বন্দ্বিতাপূর্ণ। ভোটারদের নির্বিঘ্নে কেন্দ্রে আসার পরিবেশ নিশ্চিত করতে আইনশৃঙ্খলা বাহিনীকে কঠোর নির্দেশনা দেওয়া হয়েছে। কোনো প্রার্থী আচরণবিধি লঙ্ঘন করলে তাৎক্ষণিক ব্যবস্থা নেওয়া হবে বলেও হুঁশিয়ার করেন তিনি। প্রধান নির্বাচন কমিশনার বলেছেন, উপজেলা নির্বাচন হবে সংসদ নির্বাচনের চেয়েও প্রতিদ্বন্দ্বিতাপূর্ণ। ভোটারদের নির্বিঘ্নে কেন্দ্রে আসার পরিবেশ নিশ্চিত করতে আইনশৃঙ্খলা বাহিনীকে কঠোর নির্দেশনা দেওয়া হয়েছে। কোনো প্রার্থী আচরণবিধি লঙ্ঘন করলে তাৎক্ষণিক ব্যবস্থা নেওয়া হবে বলেও হুঁশিয়ার করেন তিনি। প্রধান নির্বাচন কমিশনার বলেছেন, উপজেলা নির্বাচন হবে সংসদ নির্বাচনের চেয়েও প্রতিদ্বন্দ্বিতাপূর্ণ। ভোটারদের নির্বিঘ্নে কেন্দ্রে আসার পরিবেশ নিশ্চিত করতে আইনশৃঙ্খলা বাহিনীকে কঠোর নির্দেশনা দেওয়া হয়েছে। কোনো প্রার্থী আচরণবিধি লঙ্ঘন করলে তাৎক্ষণিক ব্যবস্থা নেওয়া হবে বলেও হুঁশিয়ার করেন তিনি। প্রধান নির্বাচন কমিশনার বলেছেন, উপজেলা নির্বাচন হবে সংসদ নির্বাচনের চেয়েও প্রতিদ্বন্দ্বিতাপূর্ণ। ভোটারদের নির্বিঘ্নে কেন্দ্রে আসার পরিবেশ নিশ্চিত করতে আইনশৃঙ্খলা বাহিনীকে কঠোর নির্দেশনা দেওয়া হয়েছে। কোনো প্রার্থী আচরণবিধি লঙ্ঘন করলে তাৎক্ষণিক ব্যবস্থা নেওয়া হবে বলেও হুঁশিয়ার করেন তিনি। প্রধান নির্বাচন কমিশনার বলেছেন, উপজেলা নির্বাচন হবে সংসদ নির্বাচনের চেয়েও প্রতিদ্বন্দ্বিতাপূর্ণ। ভোটারদের নির্বিঘ্নে কেন্দ্রে আসার পরিবেশ নিশ্চিত করতে আইনশৃঙ্খলা বাহিনীকে কঠোর নির্দেশনা দেওয়া হয়েছে। কোনো প্রার্থী আচরণবিধি লঙ্ঘন করলে তাৎক্ষণিক ব্যবস্থা নেওয়া হবে বলেও হুঁশিয়ার করেন তিনি। প্রধান নির্বাচন কমিশনার বলেছেন, উপজেলা নির্বাচন হবে সংসদ নির্বাচনের চেয়েও প্রতিদ্বন্দ্বিতাপূর্ণ। ভোটারদের নির্বিঘ্নে কেন্দ্রে আসার পরিবেশ নিশ্চিত করতে আইনশৃঙ্খলা বাহিনীকে কঠোর নির্দেশনা দেওয়া হয়েছে। কোনো প্রার্থী আচরণবিধি লঙ্ঘন করলে তাৎক্ষণিক ব্যবস্থা নেওয়া হবে বলেও হুঁশিয়ার করেন তিনি। প্রধান নির্বাচন কমিশনার বলেছেন, উপজেলা নির্বাচন হবে সংসদ নির্বাচনের চেয়েও প্রতিদ্বন্দ্বিতাপূর্ণ। ভোটারদের নির্বিঘ্নে কেন্দ্রে আসার পরিবেশ নিশ্চিত করতে আইনশৃঙ্খলা বাহিনীকে কঠোর নির্দেশনা দেওয়া হয়েছে। কোনো প্রার্থী আচরণবিধি লঙ্ঘন করলে তাৎক্ষণিক ব্যবস্থা নেওয়া হবে বলেও হুঁশিয়ার করেন তিনি। — [798, 531, 981, 1490]
article-divider — [807, 219, 973, 220]
article-body: গণপূর্তমন্ত্রী বলেছেন, পরিবেশবান্ধব ও টেকসই অবকাঠামো নির্মাণের বিকল্প নেই। নগরায়ণের চাপ সামলাতে পরিকল্পিত ভবন নির্মাণ ও জলাধার সংরক্ষণে গুরুত্ব দিতে হবে। রাজধানীতে আয়োজিত এক সেমিনারে তিনি বলেন, ভবিষ্যৎ প্রজন্মের জন্য বাসযোগ্য নগর গড়তে সবাইকে একযোগে কাজ করতে হবে। গণপূর্তমন্ত্রী বলেছেন, পরিবেশবান্ধব ও টেকসই অবকাঠামো নির্মাণের বিকল্প নেই। নগরায়ণের চাপ সামলাতে পরিকল্পিত ভবন নির্মাণ ও জলাধার সংরক্ষণে গুরুত্ব দিতে হবে। রাজধানীতে আয়োজিত এক সেমিনারে তিনি বলেন, ভবিষ্যৎ প্রজন্মের জন্য বাসযোগ্য নগর গড়তে সবাইকে একযোগে কাজ করতে হবে। — [605, 1204, 788, 1375]
article-headline: ভালো লভ্যাংশেও — [259, 152, 361, 169]
article-body: চলতি এপ্রিল মাসের প্রথম ১৯ দিনে ব্যাংকিং চ্যানেলে ১২৮ কোটি ডলারের প্রবাসী আয় দেশে এসেছে, বাংলাদেশি মুদ্রায় যা প্রায় ১৪ হাজার কোটি টাকা। কেন্দ্রীয় ব্যাংকের হালনাগাদ প্রতিবেদনে এ তথ্য জানা গেছে। ঈদ-পরবর্তী সময়েও রেমিট্যান্সের এ ধারা ইতিবাচক বলে মনে করছেন সংশ্লিষ্টরা। চলতি এপ্রিল মাসের প্রথম ১৯ দিনে ব্যাংকিং চ্যানেলে ১২৮ কোটি ডলারের প্রবাসী আয় দেশে এসেছে, বাংলাদেশি মুদ্রায় যা প্রায় ১৪ হাজার কোটি টাকা। কেন্দ্রীয় ব্যাংকের হালনাগাদ প্রতিবেদনে এ তথ্য জানা গেছে। ঈদ-পরবর্তী সময়েও রেমিট্যান্সের এ ধারা ইতিবাচক বলে মনে করছেন সংশ্লিষ্টরা। — [605, 1422, 788, 1581]
masthead-logo-icon — [934, 43, 960, 69]
article-headline: পরিবেশবান্ধব অবকাঠামো নির্মাণের — [624, 1153, 770, 1188]
column-4 — [606, 90, 788, 1816]
article-body: খাতসংশ্লিষ্টরা বলছেন, ডলারের বিনিময় হার স্থিতিশীল থাকায় বৈধ পথে প্রবাসী আয় পাঠানোর প্রবণতা বেড়েছে। প্রণোদনা সুবিধা অব্যাহত থাকলে চলতি মাস শেষে রেমিট্যান্স দুইশ কোটি ডলার ছাড়িয়ে যেতে পারে। খাতসংশ্লিষ্টরা বলছেন, ডলারের বিনিময় হার স্থিতিশীল থাকায় বৈধ পথে প্রবাসী আয় পাঠানোর প্রবণতা বেড়েছে। প্রণোদনা সুবিধা অব্যাহত থাকলে চলতি মাস শেষে রেমিট্যান্স দুইশ কোটি ডলার ছাড়িয়ে যেতে পারে। — [798, 90, 981, 212]
columns — [26, 90, 1174, 1816]
article-headline: দেশের সার্বভৌমত্ব রক্ষায় আমরা — [607, 947, 786, 964]
continued-from-label: প্রথম পৃষ্ঠার পর — [90, 528, 144, 539]
article-divider — [614, 1382, 780, 1383]
section-title: খবরের শেষাংশ — [296, 39, 476, 72]
date-line: ২২ এপ্রিল ২০২৪ । ৯ বৈশাখ ১৪৩০ — [34, 58, 161, 69]
article-body: কূটনৈতিক বিশ্লেষকরা বলছেন, মধ্যপ্রাচ্যের প্রভাবশালী দেশ কাতারের সঙ্গে বাংলাদেশের সম্পর্ক বহুমাত্রিক। জ্বালানি নিরাপত্তা, প্রবাসী কর্মসংস্থান ও বিনিয়োগের দিক থেকে এ সফর অত্যন্ত গুরুত্বপূর্ণ। তরলীকৃত প্রাকৃতিক গ্যাস সরবরাহ বাড়ানোর বিষয়ে নতুন সমঝোতা হতে পারে বলে সংশ্লিষ্ট সূত্র জানিয়েছে। কাতারে কর্মরত বাংলাদেশি শ্রমিকদের সুযোগ-সুবিধা বাড়ানোর বিষয়টিও আলোচনায় গুরুত্ব পাবে। — [26, 296, 209, 406]
continued-from-label: প্রথম পৃষ্ঠার পর — [1056, 668, 1110, 679]
continued-from-label: প্রথম পৃষ্ঠার পর — [670, 685, 723, 696]
page-header — [26, 10, 1174, 82]
article-divider — [614, 505, 780, 506]
article-headline: তৃতীয় ধাপে প্রার্থীর মনোনয়ন কে দেবেন — [615, 511, 778, 546]
article-headline: 'দূষিত' বরফের শরতের প্রাণ — [39, 949, 195, 966]
continued-from-label: প্রথম পৃষ্ঠার পর — [283, 170, 337, 181]
